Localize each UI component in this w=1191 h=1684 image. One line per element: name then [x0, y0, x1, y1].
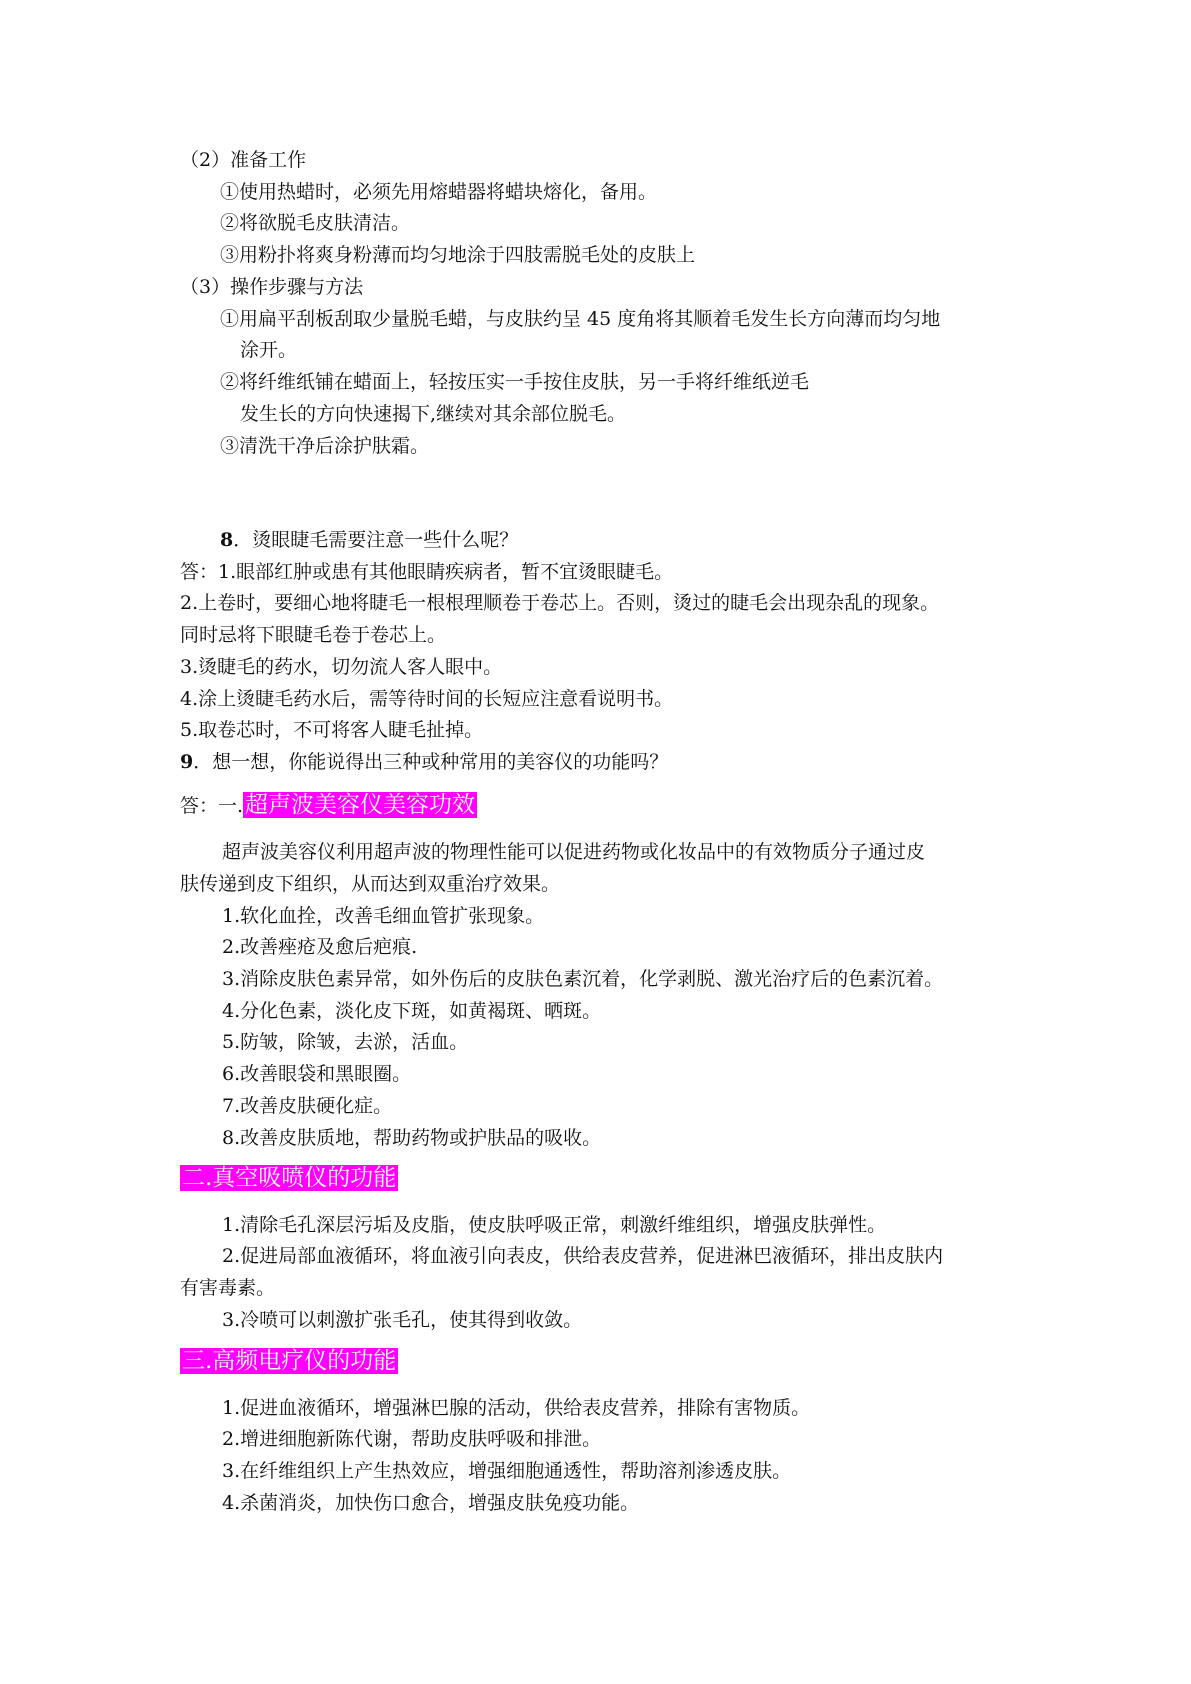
ultrasonic-item: 2.改善痤疮及愈后疤痕. [222, 936, 418, 958]
step-2-line-2: 发生长的方向快速揭下,继续对其余部位脱毛。 [240, 403, 627, 425]
step-1-line-1: ①用扁平刮板刮取少量脱毛蜡，与皮肤约呈 45 度角将其顺着毛发生长方向薄而均匀地 [220, 308, 941, 330]
answer-8-item: 2.上卷时，要细心地将睫毛一根根理顺卷于卷芯上。否则，烫过的睫毛会出现杂乱的现象。 [180, 592, 940, 614]
vacuum-item: 2.促进局部血液循环，将血液引向表皮，供给表皮营养，促进淋巴液循环，排出皮肤内 [222, 1245, 944, 1267]
ultrasonic-item: 3.消除皮肤色素异常，如外伤后的皮肤色素沉着，化学剥脱、激光治疗后的色素沉着。 [222, 968, 944, 990]
question-8-text: ．烫眼睫毛需要注意一些什么呢？ [233, 529, 519, 551]
answer-8-item: 4.涂上烫睫毛药水后，需等待时间的长短应注意看说明书。 [180, 688, 674, 710]
prep-heading: （2）准备工作 [180, 149, 307, 171]
ultrasonic-item: 7.改善皮肤硬化症。 [222, 1095, 393, 1117]
step-3: ③清洗干净后涂护肤霜。 [220, 435, 430, 457]
high-frequency-item: 4.杀菌消炎，加快伤口愈合，增强皮肤免疫功能。 [222, 1492, 640, 1514]
answer-8-line-1 [180, 560, 673, 584]
answer-9-prefix: 答：一. [180, 795, 244, 817]
ultrasonic-item: 4.分化色素，淡化皮下斑，如黄褐斑、晒斑。 [222, 1000, 602, 1022]
ultrasonic-item: 1.软化血拴，改善毛细血管扩张现象。 [222, 905, 545, 927]
answer-8-item: 5.取卷芯时，不可将客人睫毛扯掉。 [180, 719, 484, 741]
section-heading-ultrasonic: 超声波美容仪美容功效 [245, 792, 476, 818]
answer-8-prefix: 答： [180, 561, 219, 583]
ultrasonic-item: 5.防皱，除皱，去淤，活血。 [222, 1031, 469, 1053]
section-heading-vacuum-row [180, 1163, 398, 1193]
question-8-number: 8 [220, 529, 234, 551]
high-frequency-item: 2.增进细胞新陈代谢，帮助皮肤呼吸和排泄。 [222, 1428, 602, 1450]
answer-8-item: 3.烫睫毛的药水，切勿流人客人眼中。 [180, 656, 503, 678]
answer-8-item: 1.眼部红肿或患有其他眼睛疾病者，暂不宜烫眼睫毛。 [218, 561, 674, 583]
answer-9-line [180, 790, 477, 820]
vacuum-item: 3.冷喷可以刺激扩张毛孔，使其得到收敛。 [222, 1309, 583, 1331]
steps-heading: （3）操作步骤与方法 [180, 276, 364, 298]
prep-item: ②将欲脱毛皮肤清洁。 [220, 212, 411, 234]
high-frequency-item: 3.在纤维组织上产生热效应，增强细胞通透性，帮助溶剂渗透皮肤。 [222, 1460, 792, 1482]
question-9 [180, 750, 668, 774]
prep-item: ③用粉扑将爽身粉薄而均匀地涂于四肢需脱毛处的皮肤上 [220, 244, 696, 266]
step-2-line-1: ②将纤维纸铺在蜡面上，轻按压实一手按住皮肤，另一手将纤维纸逆毛 [220, 371, 810, 393]
question-9-number: 9 [180, 751, 194, 773]
prep-item: ①使用热蜡时，必须先用熔蜡器将蜡块熔化，备用。 [220, 181, 658, 203]
high-frequency-item: 1.促进血液循环，增强淋巴腺的活动，供给表皮营养，排除有害物质。 [222, 1397, 811, 1419]
ultrasonic-intro-line-1: 超声波美容仪利用超声波的物理性能可以促进药物或化妆品中的有效物质分子通过皮 [222, 841, 926, 863]
question-9-text: ．想一想，你能说得出三种或种常用的美容仪的功能吗？ [193, 751, 669, 773]
section-heading-vacuum: 二.真空吸喷仪的功能 [182, 1165, 397, 1191]
section-heading-hf-row [180, 1346, 398, 1376]
question-8 [220, 528, 518, 552]
vacuum-item-cont: 有害毒素。 [180, 1277, 276, 1299]
ultrasonic-item: 8.改善皮肤质地，帮助药物或护肤品的吸收。 [222, 1127, 602, 1149]
answer-8-item-cont: 同时忌将下眼睫毛卷于卷芯上。 [180, 624, 447, 646]
section-heading-high-frequency: 三.高频电疗仪的功能 [182, 1348, 397, 1374]
ultrasonic-intro-line-2: 肤传递到皮下组织，从而达到双重治疗效果。 [180, 873, 561, 895]
ultrasonic-item: 6.改善眼袋和黑眼圈。 [222, 1063, 412, 1085]
step-1-line-2: 涂开。 [240, 339, 298, 361]
vacuum-item: 1.清除毛孔深层污垢及皮脂，使皮肤呼吸正常，刺激纤维组织，增强皮肤弹性。 [222, 1214, 887, 1236]
